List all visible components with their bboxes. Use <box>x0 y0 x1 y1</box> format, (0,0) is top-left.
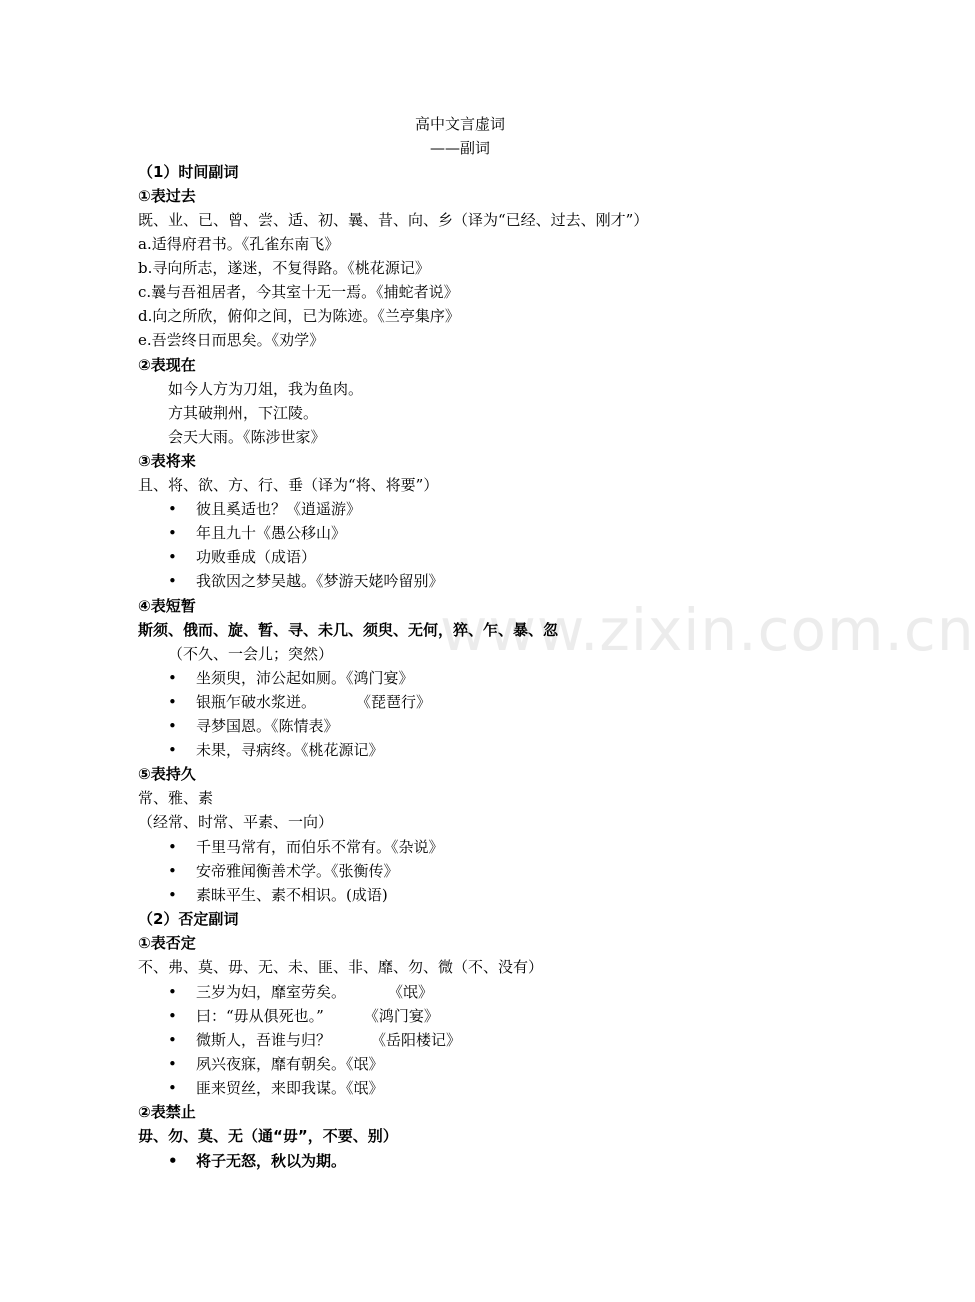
example-line: 方其破荆州，下江陵。 <box>168 404 319 422</box>
section-heading-time-adverbs: （1）时间副词 <box>138 163 239 181</box>
bullet-text: 千里马常有，而伯乐不常有。《杂说》 <box>196 838 444 856</box>
subheading-present: ②表现在 <box>138 356 196 374</box>
subheading-prohibition: ②表禁止 <box>138 1103 196 1121</box>
bullet-item <box>168 497 361 521</box>
word-list-past: 既、业、已、曾、尝、适、初、曩、昔、向、乡（译为“已经、过去、刚才”） <box>138 211 649 229</box>
bullet-source: 《琵琶行》 <box>356 693 432 711</box>
bullet-item <box>168 521 346 545</box>
subheading-past: ①表过去 <box>138 187 196 205</box>
bullet-item <box>168 545 316 569</box>
example-line: c.曩与吾祖居者，今其室十无一焉。《捕蛇者说》 <box>138 283 459 301</box>
bullet-source: 《鸿门宴》 <box>363 1007 439 1025</box>
word-list-future: 且、将、欲、方、行、垂（译为“将、将要”） <box>138 476 439 494</box>
bullet-item <box>168 1076 384 1100</box>
bullet-icon: • <box>168 572 177 590</box>
bullet-text: 素昧平生、素不相识。(成语) <box>196 886 388 904</box>
bullet-text: 银瓶乍破水浆迸。 <box>196 693 317 711</box>
bullet-item <box>168 690 431 714</box>
bullet-icon: • <box>168 1079 177 1097</box>
bullet-text: 曰：“毋从俱死也。” <box>196 1007 324 1025</box>
bullet-icon: • <box>168 669 177 687</box>
bullet-text: 坐须臾，沛公起如厕。《鸿门宴》 <box>196 669 414 687</box>
bullet-icon: • <box>168 1007 177 1025</box>
bullet-text: 安帝雅闻衡善术学。《张衡传》 <box>196 862 399 880</box>
subheading-brief: ④表短暂 <box>138 597 196 615</box>
bullet-icon: • <box>168 886 177 904</box>
word-list-note: （经常、时常、平素、一向） <box>138 813 334 831</box>
bullet-item <box>168 666 414 690</box>
bullet-icon: • <box>168 862 177 880</box>
bullet-item <box>168 1052 384 1076</box>
bullet-text: 彼且奚适也？《逍遥游》 <box>196 500 362 518</box>
bullet-icon: • <box>168 693 177 711</box>
section-heading-negative-adverbs: （2）否定副词 <box>138 910 239 928</box>
bullet-item <box>168 714 339 738</box>
bullet-source: 《岳阳楼记》 <box>371 1031 462 1049</box>
bullet-icon: • <box>168 500 177 518</box>
bullet-icon: • <box>168 1152 178 1170</box>
bullet-text: 寻梦国恩。《陈情表》 <box>196 717 339 735</box>
bullet-item <box>168 569 444 593</box>
bullet-text: 将子无怒，秋以为期。 <box>196 1152 347 1170</box>
bullet-text: 未果，寻病终。《桃花源记》 <box>196 741 384 759</box>
bullet-text: 三岁为妇，靡室劳矣。 <box>196 983 347 1001</box>
word-list-prohibition: 毋、勿、莫、无（通“毋”，不要、别） <box>138 1127 398 1145</box>
bullet-text: 夙兴夜寐，靡有朝矣。《氓》 <box>196 1055 384 1073</box>
subheading-lasting: ⑤表持久 <box>138 765 196 783</box>
watermark: www.zixin.com.cn <box>440 596 975 664</box>
word-list-negation: 不、弗、莫、毋、无、未、匪、非、靡、勿、微（不、没有） <box>138 958 544 976</box>
bullet-icon: • <box>168 548 177 566</box>
example-line: d.向之所欣，俯仰之间，已为陈迹。《兰亭集序》 <box>138 307 460 325</box>
subheading-future: ③表将来 <box>138 452 196 470</box>
bullet-item <box>168 1028 461 1052</box>
bullet-item <box>168 859 399 883</box>
word-list-lasting: 常、雅、素 <box>138 789 214 807</box>
bullet-item <box>168 980 433 1004</box>
bullet-icon: • <box>168 1055 177 1073</box>
bullet-icon: • <box>168 1031 177 1049</box>
bullet-item <box>168 1149 346 1173</box>
bullet-icon: • <box>168 524 177 542</box>
bullet-item <box>168 835 444 859</box>
word-list-brief: 斯须、俄而、旋、暂、寻、未几、须臾、无何，猝、乍、暴、忽 <box>138 621 559 639</box>
example-line: e.吾尝终日而思矣。《劝学》 <box>138 331 325 349</box>
bullet-text: 功败垂成（成语） <box>196 548 317 566</box>
document-subtitle: ——副词 <box>429 139 490 157</box>
bullet-icon: • <box>168 983 177 1001</box>
bullet-text: 我欲因之梦吴越。《梦游天姥吟留别》 <box>196 572 444 590</box>
bullet-item <box>168 1004 439 1028</box>
subheading-negation: ①表否定 <box>138 934 196 952</box>
bullet-source: 《氓》 <box>388 983 434 1001</box>
bullet-text: 微斯人，吾谁与归？ <box>196 1031 332 1049</box>
bullet-text: 匪来贸丝，来即我谋。《氓》 <box>196 1079 384 1097</box>
bullet-icon: • <box>168 838 177 856</box>
bullet-icon: • <box>168 741 177 759</box>
example-line: b.寻向所志，遂迷，不复得路。《桃花源记》 <box>138 259 430 277</box>
bullet-icon: • <box>168 717 177 735</box>
bullet-item <box>168 883 388 907</box>
document-title: 高中文言虚词 <box>414 115 505 133</box>
bullet-text: 年且九十《愚公移山》 <box>196 524 347 542</box>
bullet-item <box>168 738 384 762</box>
word-list-note: （不久、一会儿；突然） <box>168 645 334 663</box>
example-line: 如今人方为刀俎，我为鱼肉。 <box>168 380 364 398</box>
example-line: 会天大雨。《陈涉世家》 <box>168 428 326 446</box>
example-line: a.适得府君书。《孔雀东南飞》 <box>138 235 340 253</box>
